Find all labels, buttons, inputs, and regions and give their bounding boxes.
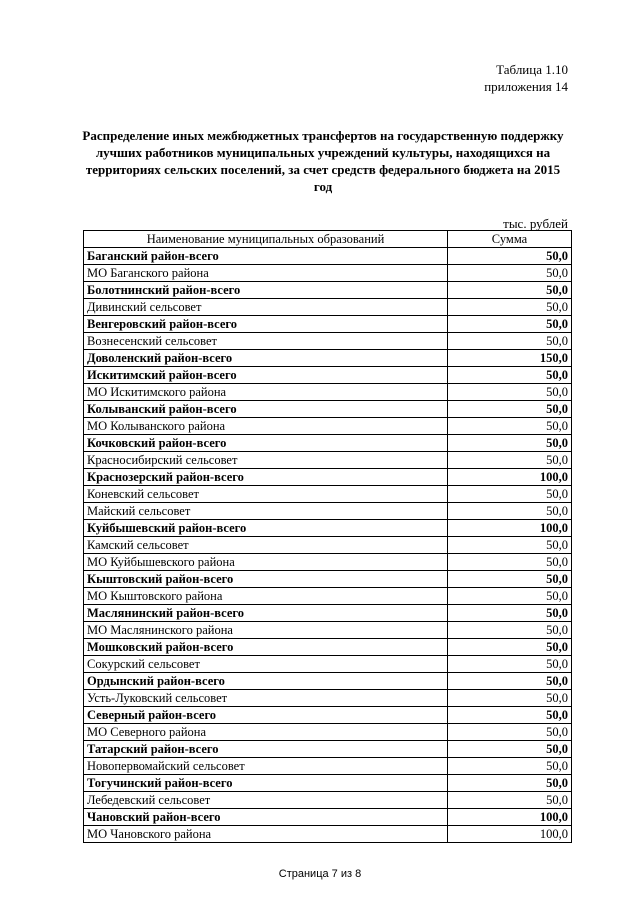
table-row [84, 248, 572, 265]
table-row [84, 571, 572, 588]
table-row [84, 707, 572, 724]
table-row [84, 758, 572, 775]
amount: 50,0 [448, 435, 572, 452]
municipality-name: МО Искитимского района [84, 384, 448, 401]
municipality-name: МО Северного района [84, 724, 448, 741]
table-row [84, 826, 572, 843]
amount: 50,0 [448, 486, 572, 503]
table-row [84, 435, 572, 452]
municipality-name: МО Куйбышевского района [84, 554, 448, 571]
amount: 100,0 [448, 809, 572, 826]
table-row [84, 724, 572, 741]
amount: 50,0 [448, 588, 572, 605]
municipality-name: Колыванский район-всего [84, 401, 448, 418]
municipality-name: Краснозерский район-всего [84, 469, 448, 486]
table-row [84, 775, 572, 792]
municipality-name: Тогучинский район-всего [84, 775, 448, 792]
amount: 100,0 [448, 469, 572, 486]
municipality-name: Лебедевский сельсовет [84, 792, 448, 809]
document-title: Распределение иных межбюджетных трансфертов на государственную поддержку лучших работников муниципальных учреждений культуры, находящихся на территориях сельских поселений, за счет средств федерального бюджета на 2015 год [82, 128, 564, 194]
table-number: Таблица 1.10 [496, 62, 568, 77]
municipality-name: Майский сельсовет [84, 503, 448, 520]
municipality-name: МО Кыштовского района [84, 588, 448, 605]
table-row [84, 588, 572, 605]
table-row [84, 639, 572, 656]
amount: 50,0 [448, 758, 572, 775]
amount: 50,0 [448, 384, 572, 401]
amount: 50,0 [448, 673, 572, 690]
municipality-name: Венгеровский район-всего [84, 316, 448, 333]
municipality-name: МО Маслянинского района [84, 622, 448, 639]
table-row [84, 673, 572, 690]
table-row [84, 384, 572, 401]
transfers-table [83, 230, 572, 843]
column-header-name: Наименование муниципальных образований [84, 231, 448, 248]
municipality-name: Татарский район-всего [84, 741, 448, 758]
table-row [84, 299, 572, 316]
amount: 50,0 [448, 571, 572, 588]
table-row [84, 690, 572, 707]
table-row [84, 656, 572, 673]
amount: 50,0 [448, 707, 572, 724]
table-row [84, 282, 572, 299]
table-row [84, 469, 572, 486]
amount: 50,0 [448, 418, 572, 435]
amount: 50,0 [448, 639, 572, 656]
amount: 50,0 [448, 248, 572, 265]
amount: 50,0 [448, 605, 572, 622]
table-row [84, 418, 572, 435]
table-row [84, 622, 572, 639]
amount: 50,0 [448, 265, 572, 282]
amount: 50,0 [448, 622, 572, 639]
municipality-name: Баганский район-всего [84, 248, 448, 265]
table-row [84, 792, 572, 809]
amount: 100,0 [448, 520, 572, 537]
municipality-name: Новопервомайский сельсовет [84, 758, 448, 775]
table-row [84, 537, 572, 554]
table-row [84, 401, 572, 418]
municipality-name: Болотнинский район-всего [84, 282, 448, 299]
table-row [84, 265, 572, 282]
column-header-sum: Сумма [448, 231, 572, 248]
municipality-name: МО Баганского района [84, 265, 448, 282]
municipality-name: Камский сельсовет [84, 537, 448, 554]
amount: 50,0 [448, 333, 572, 350]
table-row [84, 605, 572, 622]
amount: 50,0 [448, 316, 572, 333]
table-row [84, 316, 572, 333]
table-header-row [84, 231, 572, 248]
amount: 50,0 [448, 282, 572, 299]
municipality-name: Дивинский сельсовет [84, 299, 448, 316]
amount: 50,0 [448, 775, 572, 792]
municipality-name: Вознесенский сельсовет [84, 333, 448, 350]
municipality-name: Красносибирский сельсовет [84, 452, 448, 469]
table-row [84, 554, 572, 571]
municipality-name: Мошковский район-всего [84, 639, 448, 656]
municipality-name: Сокурский сельсовет [84, 656, 448, 673]
table-body [84, 248, 572, 843]
amount: 50,0 [448, 503, 572, 520]
amount: 50,0 [448, 656, 572, 673]
unit-label: тыс. рублей [503, 216, 568, 231]
municipality-name: МО Чановского района [84, 826, 448, 843]
municipality-name: Доволенский район-всего [84, 350, 448, 367]
municipality-name: Кыштовский район-всего [84, 571, 448, 588]
table-row [84, 809, 572, 826]
amount: 50,0 [448, 724, 572, 741]
table-row [84, 486, 572, 503]
table-row [84, 520, 572, 537]
appendix-number: приложения 14 [484, 79, 568, 94]
table-row [84, 503, 572, 520]
page-footer: Страница 7 из 8 [278, 868, 362, 880]
municipality-name: Усть-Луковский сельсовет [84, 690, 448, 707]
amount: 50,0 [448, 367, 572, 384]
municipality-name: Искитимский район-всего [84, 367, 448, 384]
table-row [84, 367, 572, 384]
amount: 100,0 [448, 826, 572, 843]
municipality-name: Северный район-всего [84, 707, 448, 724]
amount: 50,0 [448, 401, 572, 418]
municipality-name: Кочковский район-всего [84, 435, 448, 452]
amount: 50,0 [448, 554, 572, 571]
municipality-name: Куйбышевский район-всего [84, 520, 448, 537]
municipality-name: МО Колыванского района [84, 418, 448, 435]
amount: 50,0 [448, 741, 572, 758]
amount: 50,0 [448, 792, 572, 809]
amount: 150,0 [448, 350, 572, 367]
amount: 50,0 [448, 690, 572, 707]
amount: 50,0 [448, 299, 572, 316]
municipality-name: Ордынский район-всего [84, 673, 448, 690]
amount: 50,0 [448, 537, 572, 554]
table-row [84, 452, 572, 469]
municipality-name: Маслянинский район-всего [84, 605, 448, 622]
amount: 50,0 [448, 452, 572, 469]
table-row [84, 333, 572, 350]
table-row [84, 350, 572, 367]
municipality-name: Коневский сельсовет [84, 486, 448, 503]
table-row [84, 741, 572, 758]
municipality-name: Чановский район-всего [84, 809, 448, 826]
